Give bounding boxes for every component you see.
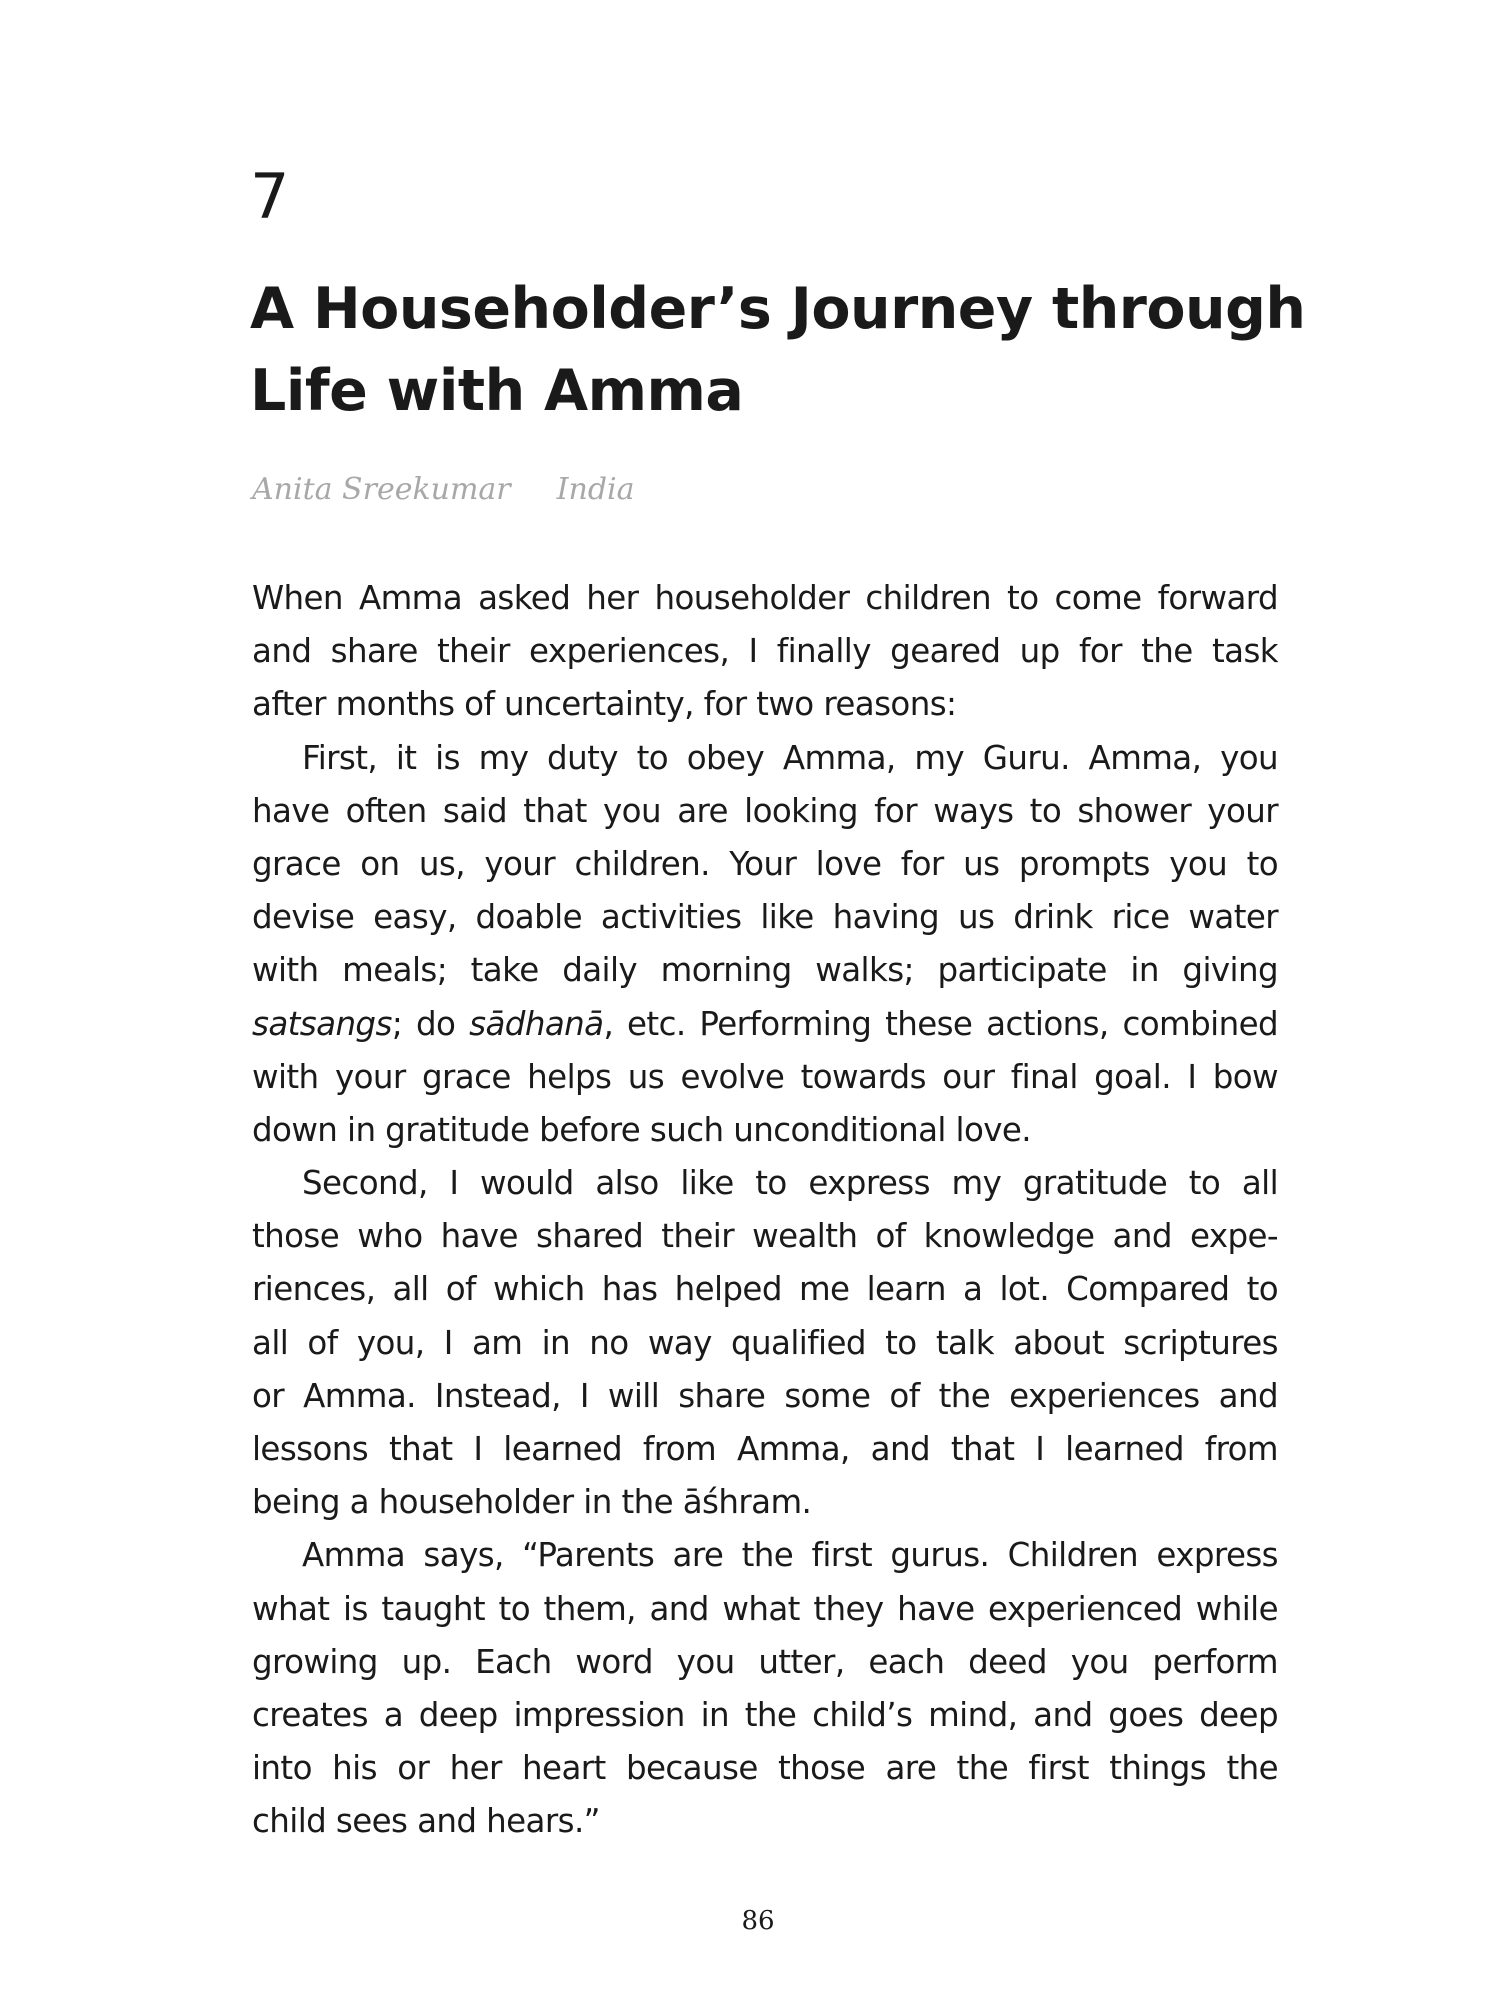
- text-segment: ; do: [391, 1004, 470, 1043]
- text-segment: all of you, I am in no way qualified to talk about scriptures: [252, 1323, 1278, 1362]
- text-line: [252, 678, 1278, 731]
- text-segment: , etc. Performing these actions, combined: [603, 1004, 1278, 1043]
- text-segment: those who have shared their wealth of knowledge and expe-: [252, 1217, 1278, 1256]
- text-line: [252, 572, 1278, 625]
- text-line: [252, 1263, 1278, 1316]
- text-segment: creates a deep impression in the child’s mind, and goes deep: [252, 1695, 1278, 1734]
- text-line: [252, 1210, 1278, 1263]
- text-line: [252, 1742, 1278, 1795]
- text-segment: after months of uncertainty, for two reasons:: [252, 685, 957, 724]
- text-segment: grace on us, your children. Your love for us prompts you to: [252, 844, 1278, 883]
- title-line: Life with Amma: [250, 358, 744, 424]
- page-number: 86: [741, 1906, 775, 1936]
- text-segment: down in gratitude before such unconditional love.: [252, 1110, 1032, 1149]
- text-segment: into his or her heart because those are the first things the: [252, 1749, 1278, 1788]
- chapter-title: [250, 268, 1350, 432]
- text-line: [252, 1104, 1278, 1157]
- text-line: [252, 1583, 1278, 1636]
- text-line: [252, 732, 1278, 785]
- text-segment: riences, all of which has helped me learn a lot. Compared to: [252, 1270, 1278, 1309]
- text-line: [252, 1370, 1278, 1423]
- text-segment: and share their experiences, I finally geared up for the task: [252, 632, 1278, 671]
- text-segment: child sees and hears.”: [252, 1802, 600, 1841]
- text-segment: with your grace helps us evolve towards our final goal. I bow: [252, 1057, 1278, 1096]
- text-line: [252, 1423, 1278, 1476]
- author-line: [252, 472, 681, 507]
- text-line: [252, 1636, 1278, 1689]
- text-segment: Amma says, “Parents are the first gurus. Children express: [302, 1536, 1278, 1575]
- text-line: [252, 838, 1278, 891]
- text-line: [252, 1157, 1278, 1210]
- text-line: [252, 1689, 1278, 1742]
- title-line: A Householder’s Journey through: [250, 276, 1306, 342]
- text-segment: lessons that I learned from Amma, and that I learned from: [252, 1430, 1278, 1468]
- text-segment: Second, I would also like to express my gratitude to all: [302, 1164, 1278, 1203]
- text-segment: When Amma asked her householder children to come forward: [252, 579, 1278, 617]
- text-line: [252, 1529, 1278, 1582]
- text-segment: being a householder in the āśhram.: [252, 1483, 812, 1522]
- text-line: [252, 1051, 1278, 1104]
- author-country: India: [556, 472, 635, 507]
- text-line: [252, 625, 1278, 678]
- text-segment: with meals; take daily morning walks; participate in giving: [252, 951, 1278, 990]
- text-segment: have often said that you are looking for ways to shower your: [252, 791, 1278, 830]
- italic-term: sādhanā: [469, 1004, 604, 1043]
- text-segment: devise easy, doable activities like having us drink rice water: [252, 898, 1278, 937]
- text-line: [252, 944, 1278, 997]
- body-text: [252, 572, 1278, 1849]
- text-segment: or Amma. Instead, I will share some of the experiences and: [252, 1376, 1278, 1415]
- text-segment: growing up. Each word you utter, each deed you perform: [252, 1642, 1278, 1681]
- text-segment: First, it is my duty to obey Amma, my Guru. Amma, you: [302, 738, 1278, 777]
- text-line: [252, 1317, 1278, 1370]
- author-name: Anita Sreekumar: [252, 472, 511, 507]
- text-line: [252, 785, 1278, 838]
- text-line: [252, 1795, 1278, 1848]
- text-line: [252, 998, 1278, 1051]
- text-line: [252, 1476, 1278, 1529]
- italic-term: satsangs: [252, 1004, 392, 1043]
- text-line: [252, 891, 1278, 944]
- chapter-number: 7: [250, 160, 290, 233]
- text-segment: what is taught to them, and what they have experienced while: [252, 1589, 1278, 1628]
